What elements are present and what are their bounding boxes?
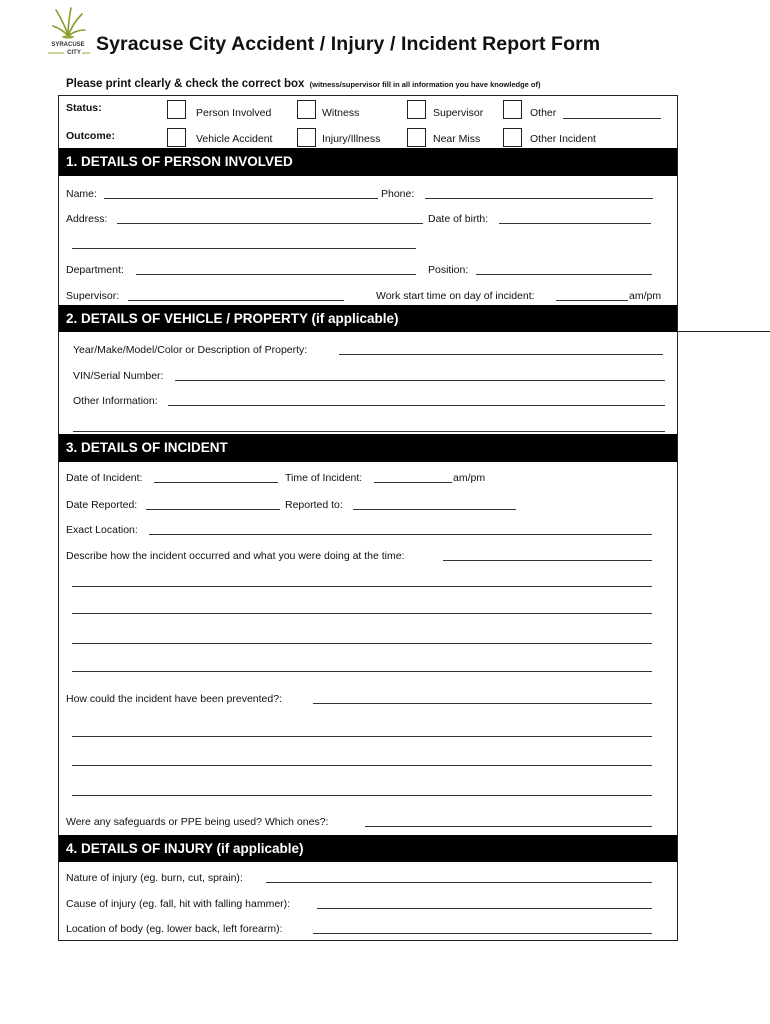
- supervisor-label: Supervisor:: [66, 290, 120, 302]
- work-start-ampm: am/pm: [629, 290, 662, 302]
- outcome-injury-illness-checkbox[interactable]: [297, 128, 316, 147]
- body-location-field[interactable]: [313, 933, 652, 934]
- property-description-field[interactable]: [339, 354, 663, 355]
- dob-label: Date of birth:: [428, 213, 489, 225]
- outcome-other-incident-label: Other Incident: [530, 133, 596, 145]
- prevention-line-4[interactable]: [72, 795, 652, 796]
- name-label: Name:: [66, 188, 97, 200]
- nature-of-injury-label: Nature of injury (eg. burn, cut, sprain):: [66, 872, 243, 884]
- status-supervisor-checkbox[interactable]: [407, 100, 426, 119]
- status-person-involved-label: Person Involved: [196, 107, 272, 119]
- safeguards-label: Were any safeguards or PPE being used? Which ones?:: [66, 816, 329, 828]
- status-witness-checkbox[interactable]: [297, 100, 316, 119]
- department-field[interactable]: [136, 274, 416, 275]
- svg-text:CITY: CITY: [67, 50, 81, 56]
- outcome-vehicle-accident-label: Vehicle Accident: [196, 133, 273, 145]
- exact-location-label: Exact Location:: [66, 524, 138, 536]
- reported-to-label: Reported to:: [285, 499, 343, 511]
- dob-field[interactable]: [499, 223, 651, 224]
- incident-time-label: Time of Incident:: [285, 472, 363, 484]
- position-field[interactable]: [476, 274, 652, 275]
- cause-of-injury-label: Cause of injury (eg. fall, hit with falling hammer):: [66, 898, 291, 910]
- vin-label: VIN/Serial Number:: [73, 370, 164, 382]
- instructions: [66, 78, 541, 90]
- department-label: Department:: [66, 264, 124, 276]
- safeguards-field[interactable]: [365, 826, 652, 827]
- outcome-near-miss-label: Near Miss: [433, 133, 481, 145]
- form-frame: [58, 95, 678, 941]
- incident-time-field[interactable]: [374, 482, 452, 483]
- phone-field[interactable]: [425, 198, 653, 199]
- svg-text:SYRACUSE: SYRACUSE: [51, 42, 85, 48]
- nature-of-injury-field[interactable]: [266, 882, 652, 883]
- section-2-header: 2. DETAILS OF VEHICLE / PROPERTY (if applicable): [59, 305, 677, 332]
- phone-label: Phone:: [381, 188, 415, 200]
- instruction-note: (witness/supervisor fill in all information you have knowledge of): [309, 80, 541, 89]
- prevention-line-2[interactable]: [72, 736, 652, 737]
- status-other-field[interactable]: [563, 118, 661, 119]
- address-field[interactable]: [117, 223, 423, 224]
- other-information-field-line-2[interactable]: [73, 431, 665, 432]
- vin-field[interactable]: [175, 380, 665, 381]
- date-reported-field[interactable]: [146, 509, 280, 510]
- status-other-checkbox[interactable]: [503, 100, 522, 119]
- position-label: Position:: [428, 264, 469, 276]
- describe-incident-line-4[interactable]: [72, 643, 652, 644]
- describe-incident-line-2[interactable]: [72, 586, 652, 587]
- property-description-label: Year/Make/Model/Color or Description of Property:: [73, 344, 308, 356]
- outcome-other-incident-checkbox[interactable]: [503, 128, 522, 147]
- body-location-label: Location of body (eg. lower back, left forearm):: [66, 923, 283, 935]
- address-label: Address:: [66, 213, 108, 225]
- page-title: Syracuse City Accident / Injury / Incident Report Form: [96, 33, 601, 55]
- outcome-injury-illness-label: Injury/Illness: [322, 133, 381, 145]
- outcome-near-miss-checkbox[interactable]: [407, 128, 426, 147]
- instruction-text: Please print clearly & check the correct box: [66, 78, 305, 90]
- status-other-label: Other: [530, 107, 557, 119]
- work-start-field[interactable]: [556, 300, 628, 301]
- describe-incident-line-5[interactable]: [72, 671, 652, 672]
- describe-incident-line-3[interactable]: [72, 613, 652, 614]
- prevention-line-3[interactable]: [72, 765, 652, 766]
- status-supervisor-label: Supervisor: [433, 107, 484, 119]
- supervisor-field[interactable]: [128, 300, 344, 301]
- incident-date-label: Date of Incident:: [66, 472, 143, 484]
- prevention-field[interactable]: [313, 703, 652, 704]
- address-field-line-2[interactable]: [72, 248, 416, 249]
- status-label: Status:: [66, 102, 102, 114]
- margin-rule: [678, 331, 770, 332]
- outcome-label: Outcome:: [66, 130, 116, 142]
- name-field[interactable]: [104, 198, 378, 199]
- section-1-header: 1. DETAILS OF PERSON INVOLVED: [59, 148, 677, 176]
- section-3-header: 3. DETAILS OF INCIDENT: [59, 434, 677, 462]
- exact-location-field[interactable]: [149, 534, 652, 535]
- outcome-vehicle-accident-checkbox[interactable]: [167, 128, 186, 147]
- date-reported-label: Date Reported:: [66, 499, 138, 511]
- describe-incident-label: Describe how the incident occurred and what you were doing at the time:: [66, 550, 405, 562]
- work-start-label: Work start time on day of incident:: [376, 290, 535, 302]
- status-witness-label: Witness: [322, 107, 360, 119]
- status-person-involved-checkbox[interactable]: [167, 100, 186, 119]
- other-information-field[interactable]: [168, 405, 665, 406]
- syracuse-city-logo: [44, 6, 92, 62]
- section-4-header: 4. DETAILS OF INJURY (if applicable): [59, 835, 677, 862]
- incident-date-field[interactable]: [154, 482, 278, 483]
- other-information-label: Other Information:: [73, 395, 158, 407]
- cause-of-injury-field[interactable]: [317, 908, 652, 909]
- describe-incident-field[interactable]: [443, 560, 652, 561]
- incident-time-ampm: am/pm: [453, 472, 486, 484]
- prevention-label: How could the incident have been prevented?:: [66, 693, 282, 705]
- reported-to-field[interactable]: [353, 509, 516, 510]
